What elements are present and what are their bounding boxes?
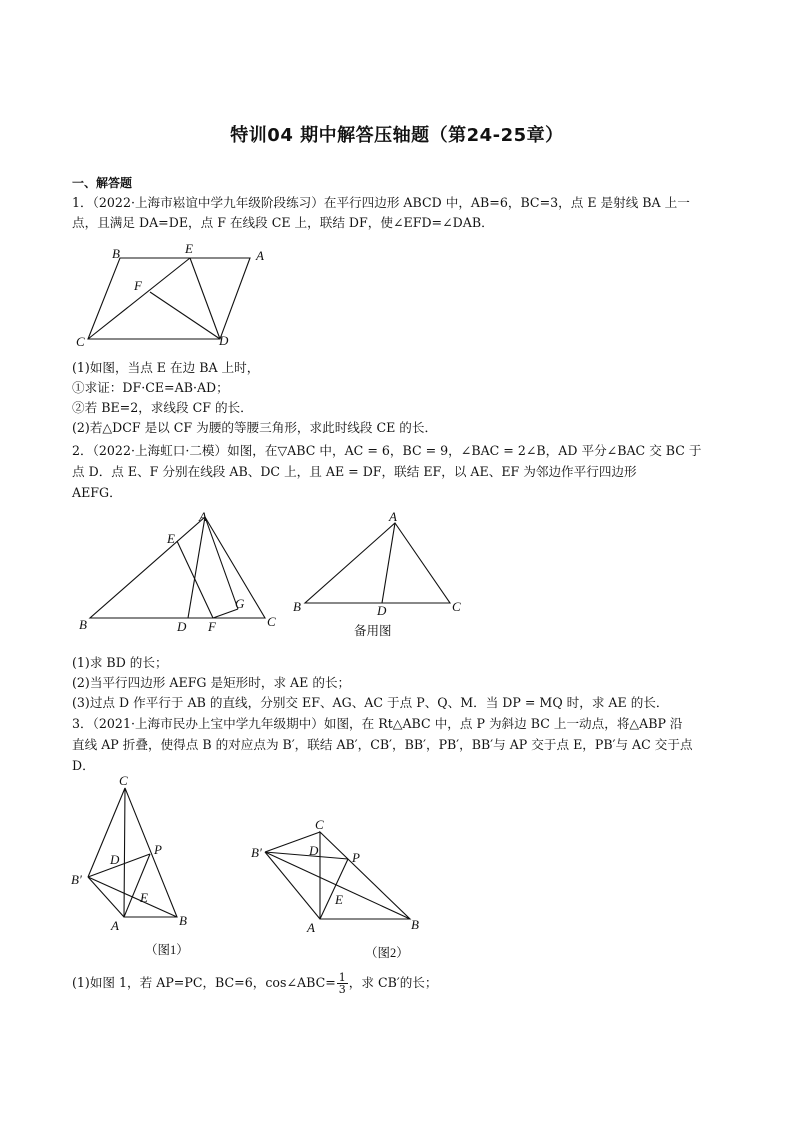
q2-label-G: G [235,596,245,611]
q2-label-E: E [167,531,175,546]
q3-f2-label-E: E [335,892,343,907]
q2-spare-label-B: B [293,599,301,614]
frac-den: 3 [338,983,346,996]
q2-figure-main [75,505,285,635]
q1-sub2: (2)若△DCF 是以 CF 为腰的等腰三角形，求此时线段 CE 的长． [72,420,438,435]
q3-sub1-pre: (1)如图 1，若 AP=PC，BC=6，cos∠ABC= [72,975,336,990]
q2-spare-label-C: C [452,599,461,614]
q2-figure-spare [290,505,470,640]
q2-label-B: B [79,617,87,632]
q1-label-F: F [134,278,142,293]
section-heading: 一、解答题 [72,176,133,190]
frac-num: 1 [338,971,346,984]
q3-f2-label-P: P [352,850,360,865]
q3-f2-label-Bp: B′ [251,845,262,860]
q3-fig2-caption: （图2） [365,946,409,960]
q2-sub2: (2)当平行四边形 AEFG 是矩形时，求 AE 的长； [72,675,351,690]
q2-line3: AEFG． [72,485,122,500]
q3-line2: 直线 AP 折叠，使得点 B 的对应点为 B′，联结 AB′，CB′，BB′，PB′，BB′与 AP 交于点 E，PB′与 AC 交于点 [72,737,693,752]
q3-f1-label-D: D [110,852,120,867]
q3-line3: D． [72,758,95,773]
q3-line1: 3．（2021·上海市民办上宝中学九年级期中）如图，在 Rt△ABC 中，点 P 为斜边 BC 上一动点，将△ABP 沿 [72,716,683,731]
q3-f1-label-E: E [140,890,148,905]
q3-sub1-post: ，求 CB′的长； [348,975,438,990]
page-title: 特训04 期中解答压轴题（第24-25章） [230,125,564,146]
q3-f1-label-P: P [154,842,162,857]
q3-f2-label-B: B [411,917,419,932]
q1-line2: 点，且满足 DA=DE，点 F 在线段 CE 上，联结 DF，使∠EFD=∠DAB． [72,215,494,230]
q3-figure-2 [245,812,435,967]
q3-f1-label-Bp: B′ [71,872,82,887]
q1-label-C: C [76,334,85,349]
q1-sub1a: ①求证：DF·CE=AB·AD； [72,380,229,395]
q3-f2-label-C: C [315,817,324,832]
q1-sub1b: ②若 BE=2，求线段 CF 的长． [72,400,253,415]
q3-f1-label-C: C [119,773,128,788]
q1-label-B: B [112,246,120,261]
q2-label-D: D [177,619,187,634]
q3-f1-label-B: B [179,913,187,928]
q1-label-E: E [185,242,193,256]
q2-spare-label-D: D [377,603,387,618]
q3-sub1-fraction [337,972,348,995]
q1-sub1: (1)如图，当点 E 在边 BA 上时， [72,360,260,375]
q2-sub3: (3)过点 D 作平行于 AB 的直线，分别交 EF、AG、AC 于点 P、Q、M．当 DP = MQ 时，求 AE 的长． [72,695,669,710]
q3-f2-label-A: A [307,920,315,935]
q1-line1: 1．（2022·上海市崧谊中学九年级阶段练习）在平行四边形 ABCD 中，AB=6，BC=3，点 E 是射线 BA 上一 [72,195,690,210]
q3-f1-label-A: A [111,918,119,933]
q3-sub1 [72,972,732,995]
q1-figure-parallelogram [70,242,280,352]
q1-label-D: D [219,333,229,348]
q2-line1: 2．（2022·上海虹口·二模）如图，在▽ABC 中，AC = 6，BC = 9，∠BAC = 2∠B，AD 平分∠BAC 交 BC 于 [72,443,702,458]
q2-spare-label-A: A [389,509,397,524]
q3-fig1-caption: （图1） [145,943,189,957]
q1-label-A: A [256,248,264,263]
q3-f2-label-D: D [309,843,319,858]
q2-spare-caption: 备用图 [354,624,392,638]
q2-line2: 点 D．点 E、F 分别在线段 AB、DC 上，且 AE = DF，联结 EF，以 AE、EF 为邻边作平行四边形 [72,464,637,479]
q3-figure-1 [70,772,200,962]
q2-label-C: C [267,614,276,629]
q2-sub1: (1)求 BD 的长； [72,655,168,670]
q2-label-F: F [208,619,216,634]
q2-label-A: A [199,509,207,524]
